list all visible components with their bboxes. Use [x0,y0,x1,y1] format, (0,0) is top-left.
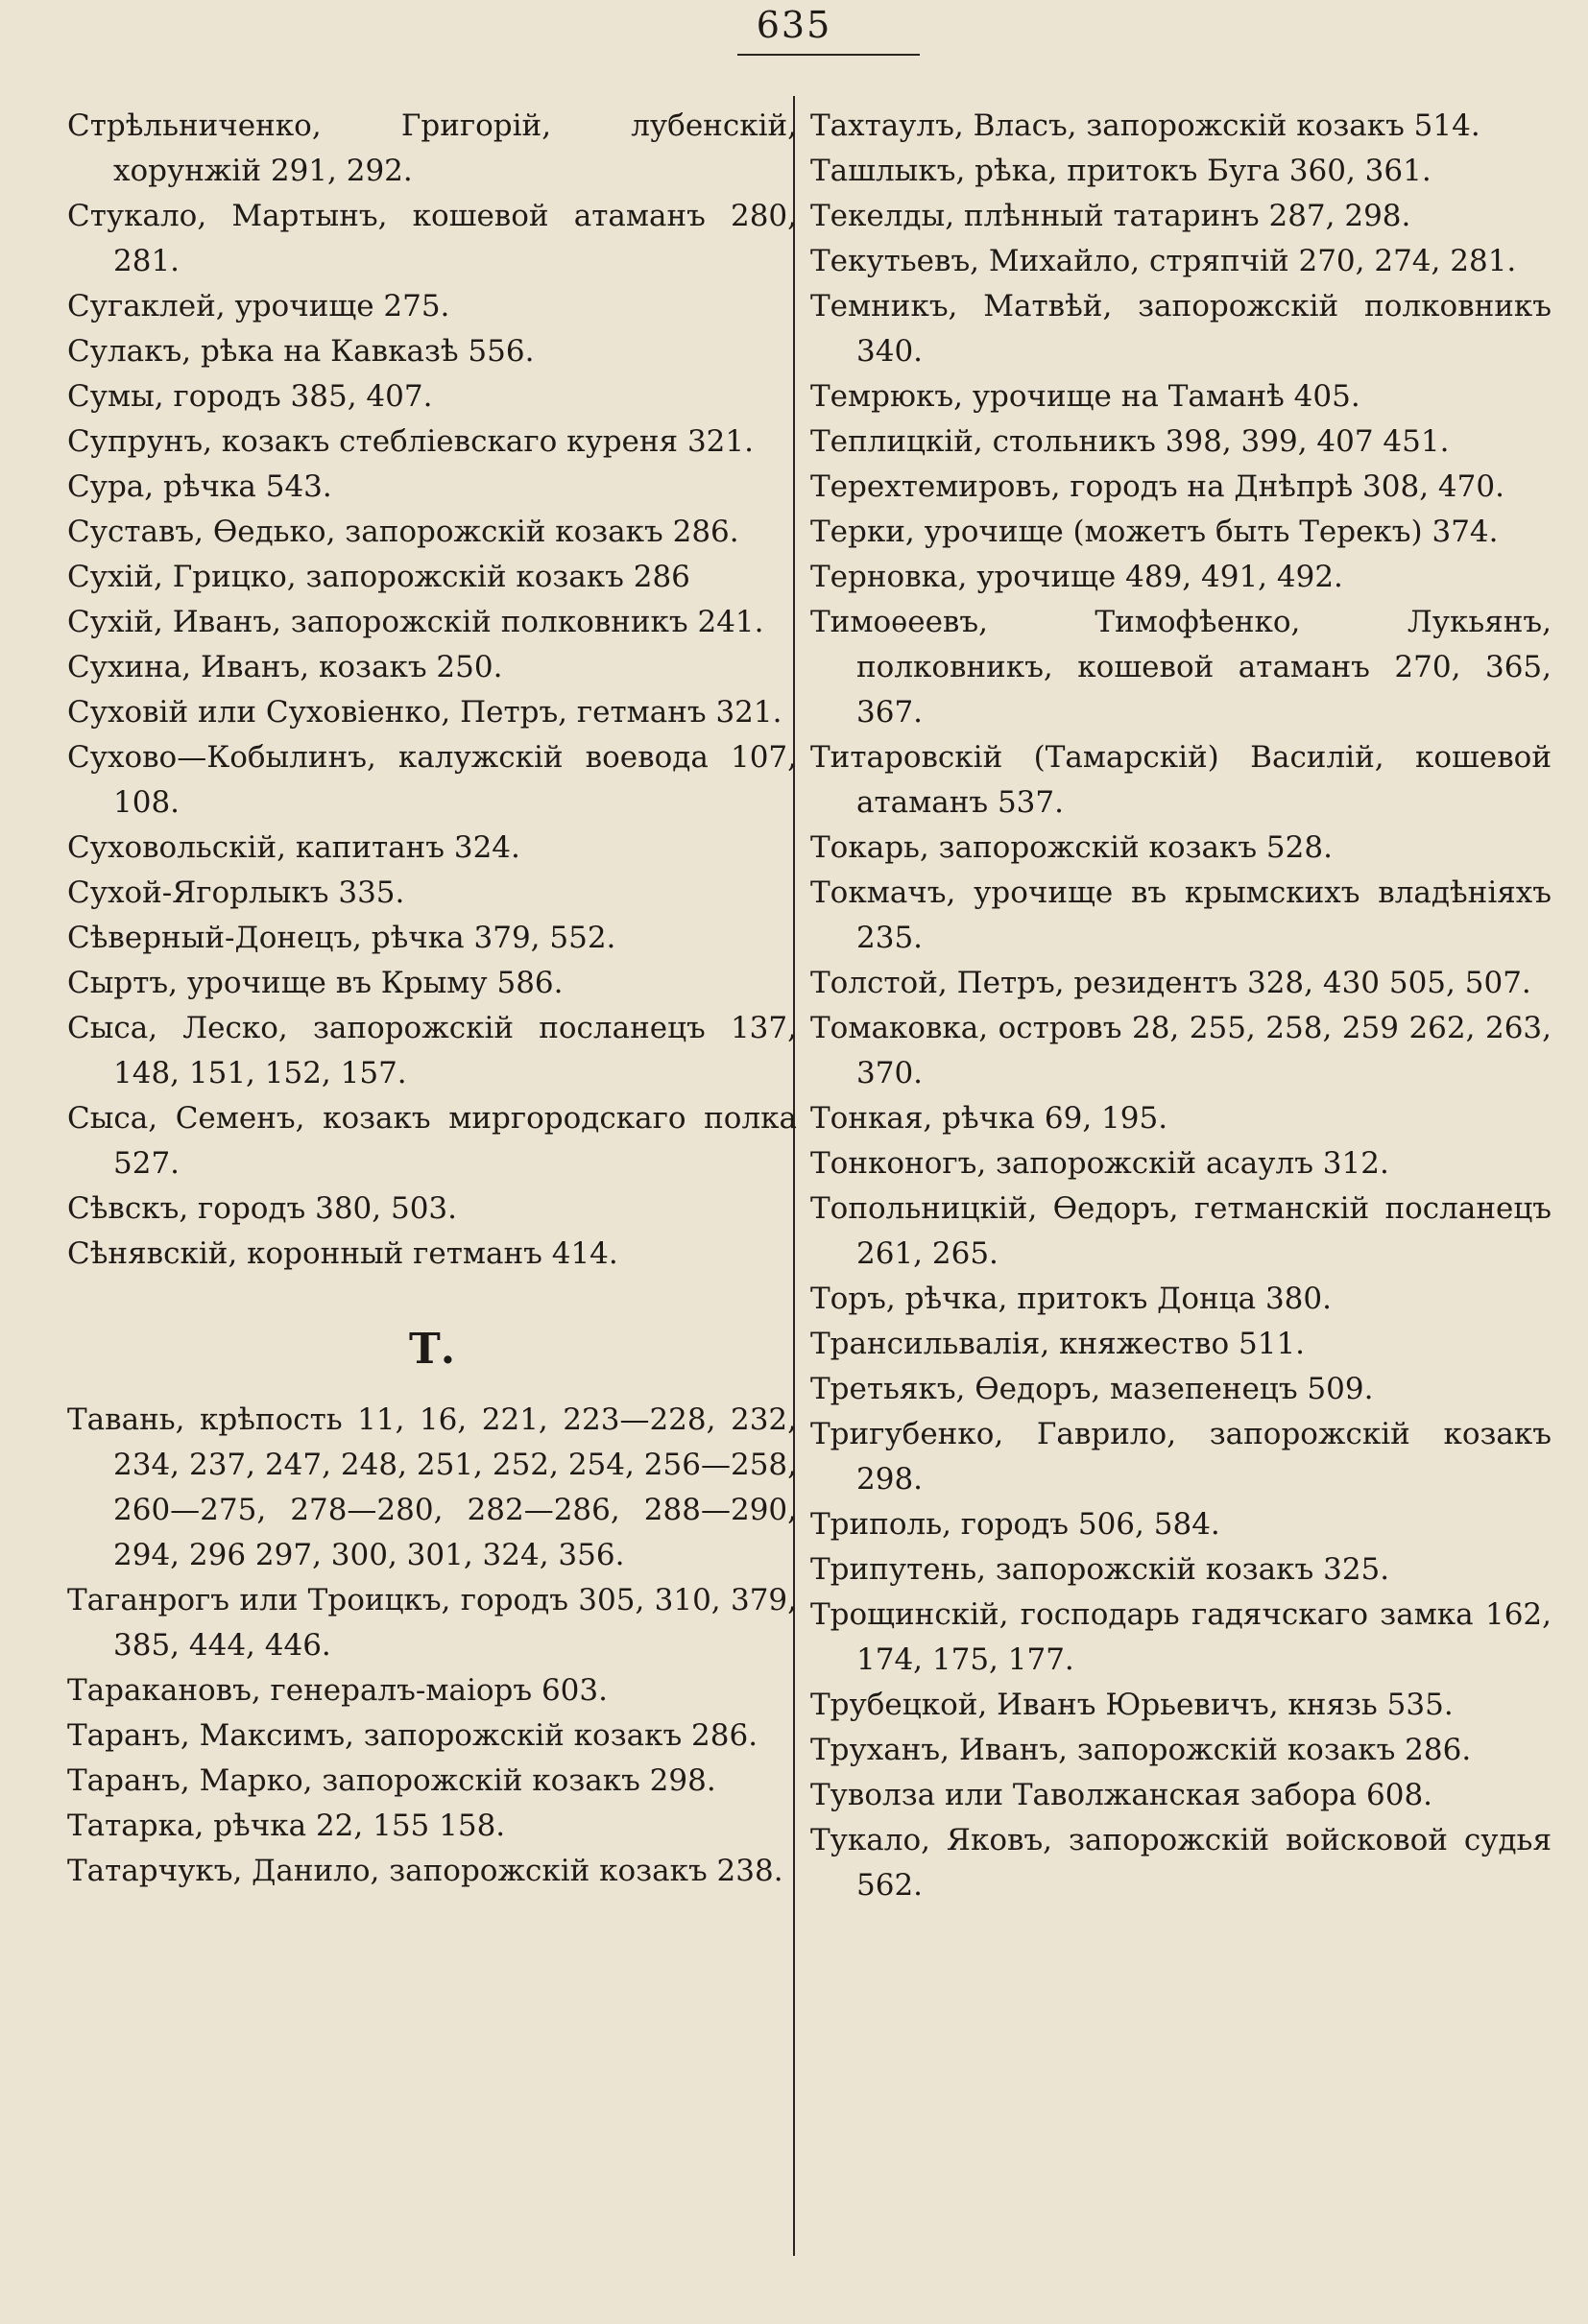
index-entry: Сѣнявскій, коронный гетманъ 414. [67,1236,618,1271]
page-number: 635 [756,4,832,46]
index-entry: Терехтемировъ, городъ на Днѣпрѣ 308, 470. [810,469,1504,504]
index-entry: Тонконогъ, запорожскій асаулъ 312. [810,1146,1389,1181]
index-entry: Таранъ, Марко, запорожскій козакъ 298. [67,1763,716,1798]
index-entry: Торъ, рѣчка, притокъ Донца 380. [810,1282,1332,1316]
index-entry: Тимоѳеевъ, Тимофѣенко, Лукьянъ, полковникъ, кошевой атаманъ 270, 365, 367. [810,605,1552,730]
index-entry: Тукало, Яковъ, запорожскій войсковой судья 562. [810,1823,1552,1903]
index-entry: Токарь, запорожскій козакъ 528. [810,830,1333,865]
index-entry: Татарчукъ, Данило, запорожскій козакъ 238. [67,1854,783,1888]
index-entry: Суховій или Суховіенко, Петръ, гетманъ 321. [67,695,782,730]
index-entry: Тригубенко, Гаврило, запорожскій козакъ 298. [810,1417,1552,1497]
index-entry: Токмачъ, урочище въ крымскихъ владѣніяхъ 235. [810,875,1552,955]
index-entry: Сухій, Грицко, запорожскій козакъ 286 [67,560,690,594]
index-entry: Суховольскій, капитанъ 324. [67,830,520,865]
header-rule [737,54,920,56]
index-entry: Теплицкій, стольникъ 398, 399, 407 451. [810,424,1450,459]
index-entry: Сумы, городъ 385, 407. [67,379,433,414]
index-entry: Сыса, Леско, запорожскій посланецъ 137, 148, 151, 152, 157. [67,1011,797,1090]
index-entry: Сухой-Ягорлыкъ 335. [67,875,405,910]
index-entry: Третьякъ, Ѳедоръ, мазепенецъ 509. [810,1372,1374,1406]
index-entry: Сухина, Иванъ, козакъ 250. [67,650,503,684]
index-entry: Таганрогъ или Троицкъ, городъ 305, 310, 379, 385, 444, 446. [67,1583,797,1663]
index-entry: Стрѣльниченко, Григорій, лубенскій, хорунжій 291, 292. [67,108,797,188]
index-entry: Трансильвалія, княжество 511. [810,1327,1306,1361]
index-entry: Темникъ, Матвѣй, запорожскій полковникъ 340. [810,289,1552,369]
index-entry: Сулакъ, рѣка на Кавказѣ 556. [67,334,535,369]
index-entry: Стукало, Мартынъ, кошевой атаманъ 280, 281. [67,199,797,278]
left-column [67,104,797,1894]
index-entry: Сугаклей, урочище 275. [67,289,450,323]
index-entry: Сыса, Семенъ, козакъ миргородскаго полка 527. [67,1101,797,1181]
index-entry: Терки, урочище (можетъ быть Терекъ) 374. [810,515,1499,549]
index-entry: Темрюкъ, урочище на Таманѣ 405. [810,379,1360,414]
index-entry: Топольницкій, Ѳедоръ, гетманскій посланецъ 261, 265. [810,1191,1552,1271]
index-entry: Сѣвскъ, городъ 380, 503. [67,1191,458,1226]
index-entry: Триполь, городъ 506, 584. [810,1507,1220,1542]
index-entry: Трубецкой, Иванъ Юрьевичъ, князь 535. [810,1688,1454,1722]
index-entry: Труханъ, Иванъ, запорожскій козакъ 286. [810,1733,1472,1767]
index-entry: Сѣверный-Донецъ, рѣчка 379, 552. [67,921,616,955]
index-entry: Текелды, плѣнный татаринъ 287, 298. [810,199,1411,233]
index-entry: Трощинскій, господарь гадячскаго замка 162, 174, 175, 177. [810,1597,1552,1677]
index-entry: Ташлыкъ, рѣка, притокъ Буга 360, 361. [810,154,1432,188]
index-entry: Тонкая, рѣчка 69, 195. [810,1101,1168,1136]
index-entry: Туволза или Таволжанская забора 608. [810,1778,1433,1812]
index-entry: Таранъ, Максимъ, запорожскій козакъ 286. [67,1718,758,1753]
index-entry: Титаровскій (Тамарскій) Василій, кошевой атаманъ 537. [810,740,1552,820]
index-entry: Толстой, Петръ, резидентъ 328, 430 505, 507. [810,966,1531,1000]
index-entry: Сыртъ, урочище въ Крыму 586. [67,966,564,1000]
index-entry: Таракановъ, генералъ-маіоръ 603. [67,1673,608,1708]
index-entry: Томаковка, островъ 28, 255, 258, 259 262, 263, 370. [810,1011,1552,1090]
index-entry: Трипутень, запорожскій козакъ 325. [810,1552,1390,1587]
index-entry: Текутьевъ, Михайло, стряпчій 270, 274, 281. [810,244,1517,278]
index-entry: Супрунъ, козакъ стебліевскаго куреня 321. [67,424,754,459]
section-letter-heading: Т. [408,1325,456,1374]
index-entry: Сура, рѣчка 543. [67,469,332,504]
index-entry: Тавань, крѣпость 11, 16, 221, 223—228, 232, 234, 237, 247, 248, 251, 252, 254, 256—258, 260—275, 278—280, 282—286, 288—290, 294, 296 297, 300, 301, 324, 356. [67,1402,797,1572]
right-column [810,104,1552,1908]
index-entry: Суставъ, Ѳедько, запорожскій козакъ 286. [67,515,739,549]
index-entry: Тахтаулъ, Власъ, запорожскій козакъ 514. [810,108,1480,143]
index-entry: Татарка, рѣчка 22, 155 158. [67,1809,506,1843]
index-entry: Сухій, Иванъ, запорожскій полковникъ 241. [67,605,764,639]
index-entry: Терновка, урочище 489, 491, 492. [810,560,1343,594]
index-entry: Сухово—Кобылинъ, калужскій воевода 107, 108. [67,740,797,820]
